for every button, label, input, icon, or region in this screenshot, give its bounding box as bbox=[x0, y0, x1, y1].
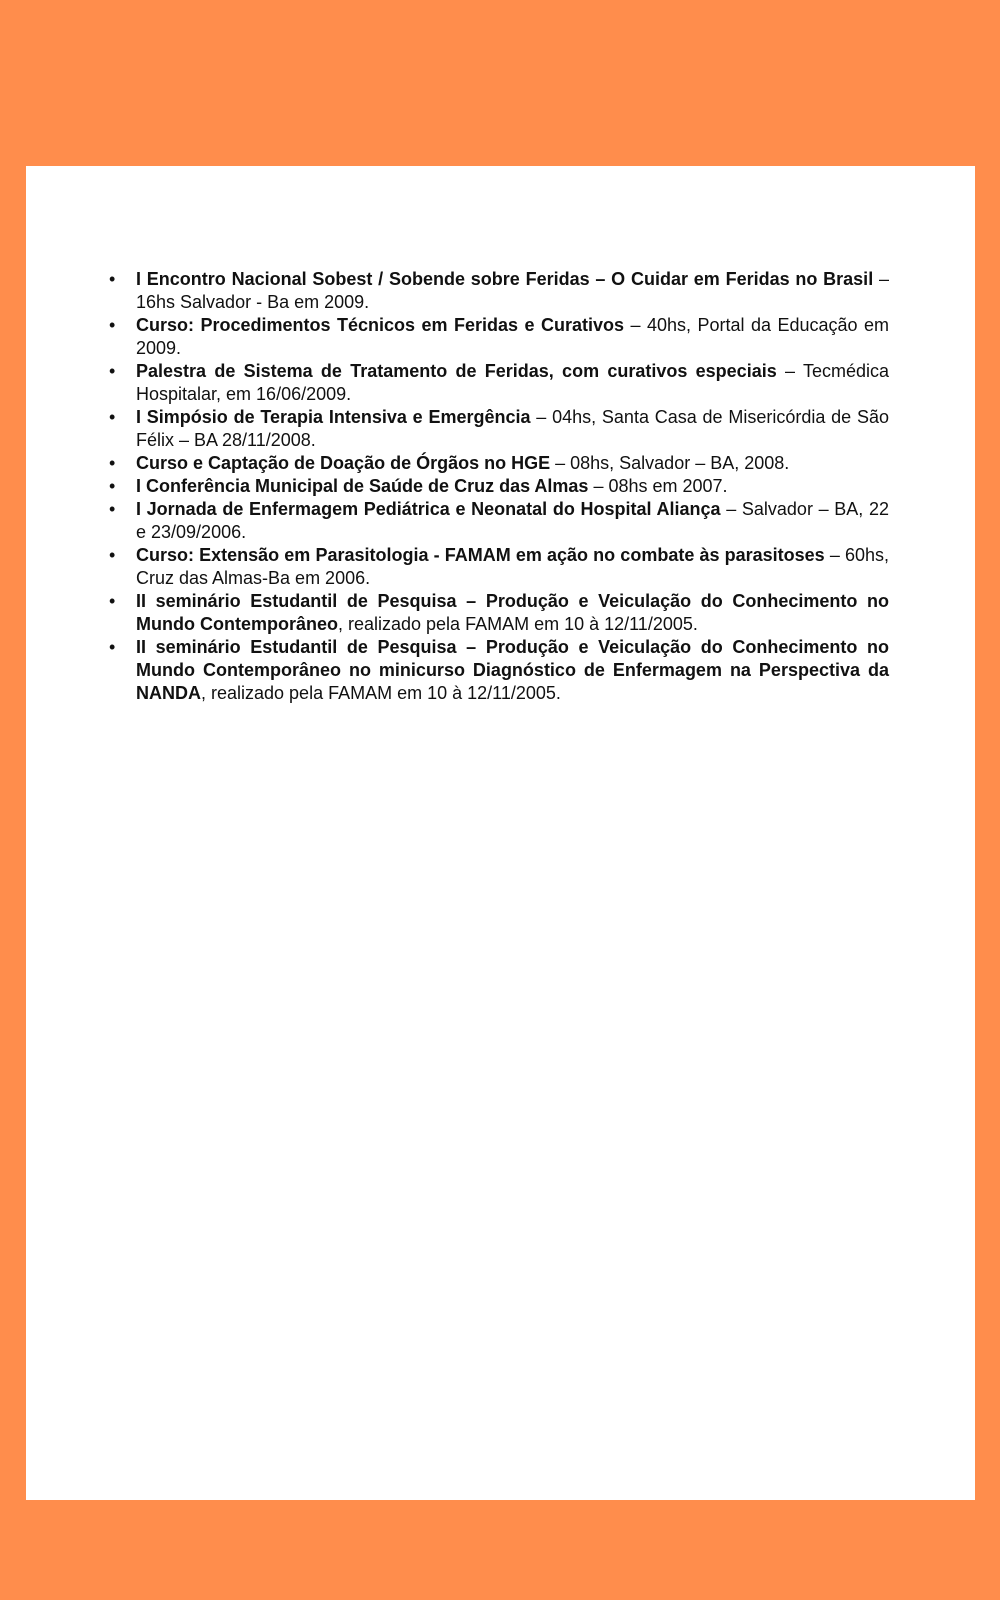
list-item bbox=[109, 268, 889, 314]
list-item bbox=[109, 544, 889, 590]
course-details: , realizado pela FAMAM em 10 à 12/11/2005. bbox=[337, 614, 698, 634]
list-item bbox=[109, 452, 889, 475]
course-title: Palestra de Sistema de Tratamento de Feridas, com curativos especiais bbox=[136, 361, 777, 381]
course-title: II seminário Estudantil de Pesquisa – Produção e Veiculação do Conhecimento no Mundo Contemporâneo no minicurso Diagnóstico de Enfermagem na Perspectiva da NANDA bbox=[136, 637, 889, 703]
course-title: I Jornada de Enfermagem Pediátrica e Neonatal do Hospital Aliança bbox=[136, 499, 721, 519]
course-title: Curso: Procedimentos Técnicos em Feridas e Curativos bbox=[136, 315, 624, 335]
course-details: – Salvador – BA, 22 e 23/09/2006. bbox=[136, 499, 889, 542]
course-details: , realizado pela FAMAM em 10 à 12/11/2005. bbox=[201, 683, 561, 703]
course-title: I Encontro Nacional Sobest / Sobende sobre Feridas – O Cuidar em Feridas no Brasil bbox=[136, 269, 874, 289]
course-title: I Conferência Municipal de Saúde de Cruz das Almas bbox=[136, 476, 589, 496]
list-item bbox=[109, 360, 889, 406]
course-title: II seminário Estudantil de Pesquisa – Produção e Veiculação do Conhecimento no Mundo Contemporâneo bbox=[136, 591, 889, 634]
list-item bbox=[109, 590, 889, 636]
course-list bbox=[109, 268, 889, 705]
list-item bbox=[109, 498, 889, 544]
course-details: – 60hs, Cruz das Almas-Ba em 2006. bbox=[136, 545, 890, 588]
list-item bbox=[109, 406, 889, 452]
course-title: I Simpósio de Terapia Intensiva e Emergência bbox=[136, 407, 531, 427]
course-details: – 40hs, Portal da Educação em 2009. bbox=[136, 315, 889, 358]
course-details: – 16hs Salvador - Ba em 2009. bbox=[136, 269, 890, 312]
course-details: – 08hs em 2007. bbox=[588, 476, 728, 496]
list-item bbox=[109, 314, 889, 360]
course-details: – 08hs, Salvador – BA, 2008. bbox=[550, 453, 790, 473]
course-title: Curso e Captação de Doação de Órgãos no HGE bbox=[136, 453, 551, 473]
course-details: – 04hs, Santa Casa de Misericórdia de São Félix – BA 28/11/2008. bbox=[136, 407, 889, 450]
course-details: – Tecmédica Hospitalar, em 16/06/2009. bbox=[136, 361, 889, 404]
list-item bbox=[109, 636, 889, 705]
course-title: Curso: Extensão em Parasitologia - FAMAM em ação no combate às parasitoses bbox=[136, 545, 825, 565]
list-item bbox=[109, 475, 889, 498]
